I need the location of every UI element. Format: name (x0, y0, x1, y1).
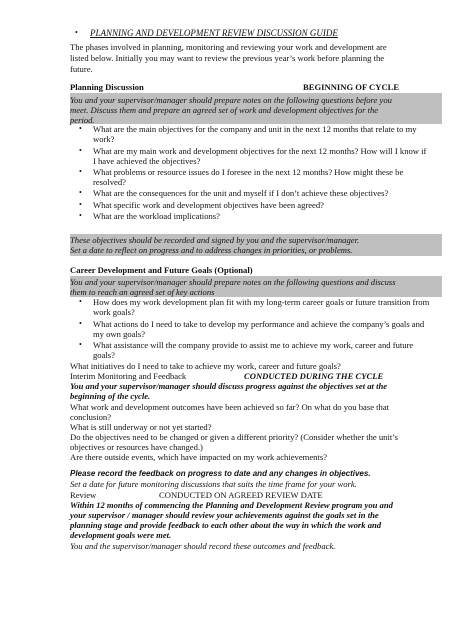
intro-line-1: The phases involved in planning, monitoring and reviewing your work and development are (70, 42, 387, 52)
interim-cycle-label: CONDUCTED DURING THE CYCLE (244, 371, 384, 381)
review-note-line-1: Within 12 months of commencing the Planning and Development Review program you and (70, 500, 393, 510)
planning-q3-line-2: resolved? (93, 177, 126, 187)
review-heading: Review (70, 490, 97, 500)
career-q2-line-1: What actions do I need to take to develop my performance and achieve the company’s goals and (93, 319, 425, 329)
bullet: • (79, 211, 82, 220)
review-note-line-3: planning stage and provide feedback to each other about the way in which the work and (70, 520, 382, 530)
career-q1-line-2: work goals? (93, 307, 135, 317)
career-q3-line-2: goals? (93, 350, 115, 360)
planning-q1-line-1: What are the main objectives for the company and unit in the next 12 months that relate to my (93, 124, 417, 134)
planning-note-line-2: meet. Discuss them and prepare an agreed set of work and development objectives for the (70, 105, 379, 115)
interim-record-note: Please record the feedback on progress to date and any changes in objectives. (70, 469, 371, 478)
bullet: • (79, 124, 82, 133)
planning-q2-line-2: I have achieved the objectives? (93, 156, 201, 166)
planning-q1-line-2: work? (93, 134, 115, 144)
planning-q4: What are the consequences for the unit and myself if I don’t achieve these objectives? (93, 188, 389, 198)
review-note-line-4: development goals were met. (70, 530, 172, 540)
bullet: • (79, 146, 82, 155)
bullet: • (79, 319, 82, 328)
intro-line-2: listed below. Initially you may want to review the previous year’s work before planning the (70, 53, 385, 63)
review-final-note: You and the supervisor/manager should record these outcomes and feedback. (70, 541, 336, 551)
planning-cycle-label: BEGINNING OF CYCLE (303, 82, 400, 92)
title-bullet: • (75, 28, 78, 37)
planning-note-line-1: You and your supervisor/manager should prepare notes on the following questions before you (70, 95, 392, 105)
interim-heading: Interim Monitoring and Feedback (70, 371, 187, 381)
bullet: • (79, 200, 82, 209)
career-q1-line-1: How does my work development plan fit with my long-term career goals or future transition from (93, 297, 430, 307)
interim-q3-line-1: Do the objectives need to be changed or given a different priority? (Consider whether the unit’s (70, 432, 398, 442)
planning-q3-line-1: What problems or resource issues do I foresee in the next 12 months? How might these be (93, 167, 404, 177)
bullet: • (79, 167, 82, 176)
review-note-line-2: your supervisor / manager should review your achievements against the goals set in the (70, 510, 379, 520)
bullet: • (79, 188, 82, 197)
career-closing-question: What initiatives do I need to take to achieve my work, career and future goals? (70, 361, 341, 371)
career-note-line-2: them to reach an agreed set of key actions (70, 287, 215, 297)
planning-q2-line-1: What are my main work and development objectives for the next 12 months? How will I know if (93, 146, 427, 156)
career-heading: Career Development and Future Goals (Optional) (70, 265, 253, 275)
planning-q5: What specific work and development objectives have been agreed? (93, 200, 324, 210)
interim-q1-line-1: What work and development outcomes have been achieved so far? On what do you base that (70, 402, 390, 412)
interim-q2: What is still underway or not yet started? (70, 422, 212, 432)
interim-q1-line-2: conclusion? (70, 412, 112, 422)
planning-footer-line-1: These objectives should be recorded and signed by you and the supervisor/manager. (70, 235, 360, 245)
intro-line-3: future. (70, 64, 93, 74)
interim-date-note: Set a date for future monitoring discussions that suits the time frame for your work. (70, 479, 357, 489)
interim-note-line-1: You and your supervisor/manager should discuss progress against the objectives set at the (70, 381, 388, 391)
planning-q6: What are the workload implications? (93, 211, 220, 221)
interim-q4: Are there outside events, which have impacted on my work achievements? (70, 452, 328, 462)
interim-note-line-2: beginning of the cycle. (70, 391, 151, 401)
bullet: • (79, 297, 82, 306)
review-cycle-label: CONDUCTED ON AGREED REVIEW DATE (159, 490, 323, 500)
bullet: • (79, 340, 82, 349)
page-title: PLANNING AND DEVELOPMENT REVIEW DISCUSSION GUIDE (90, 28, 338, 38)
interim-q3-line-2: objectives or resources have changed.) (70, 442, 203, 452)
career-note-line-1: You and your supervisor/manager should prepare notes on the following questions and discuss (70, 277, 396, 287)
planning-heading: Planning Discussion (70, 82, 144, 92)
planning-note-line-3: period. (70, 115, 95, 125)
career-q3-line-1: What assistance will the company provide to assist me to achieve my work, career and future (93, 340, 414, 350)
career-q2-line-2: my own goals? (93, 329, 146, 339)
planning-footer-line-2: Set a date to reflect on progress and to address changes in priorities, or problems. (70, 245, 353, 255)
